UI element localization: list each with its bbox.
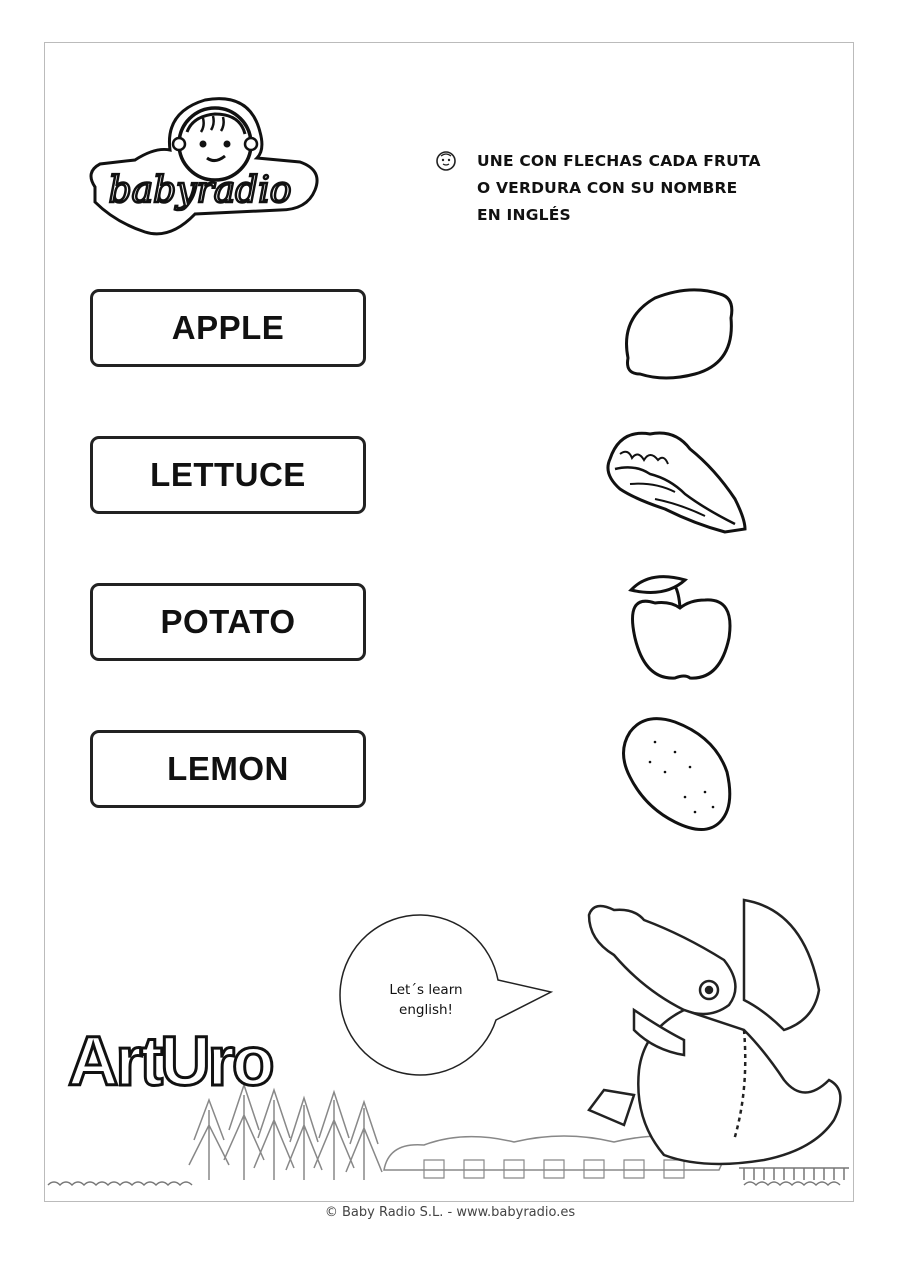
lettuce-drawing[interactable]	[595, 424, 755, 544]
word-box-potato[interactable]: POTATO	[90, 583, 366, 661]
footer-copyright: © Baby Radio S.L. - www.babyradio.es	[324, 1205, 576, 1220]
apple-drawing[interactable]	[595, 568, 755, 688]
arturo-logo-text: ArtUro	[68, 1022, 272, 1095]
babyradio-logo	[75, 92, 325, 242]
speech-text: Let´s learn english!	[389, 982, 463, 1018]
baby-face-icon	[435, 150, 457, 172]
potato-drawing[interactable]	[595, 712, 755, 832]
arturo-logo	[66, 1020, 316, 1095]
word-box-apple[interactable]: APPLE	[90, 289, 366, 367]
lemon-drawing[interactable]	[595, 278, 755, 398]
instruction-text: UNE CON FLECHAS CADA FRUTA O VERDURA CON SU NOMBRE EN INGLÉS	[477, 152, 761, 224]
word-box-lettuce[interactable]: LETTUCE	[90, 436, 366, 514]
trees	[189, 1085, 382, 1180]
babyradio-logo-text: babyradio	[108, 170, 292, 211]
arturo-character	[589, 900, 840, 1164]
word-box-lemon[interactable]: LEMON	[90, 730, 366, 808]
